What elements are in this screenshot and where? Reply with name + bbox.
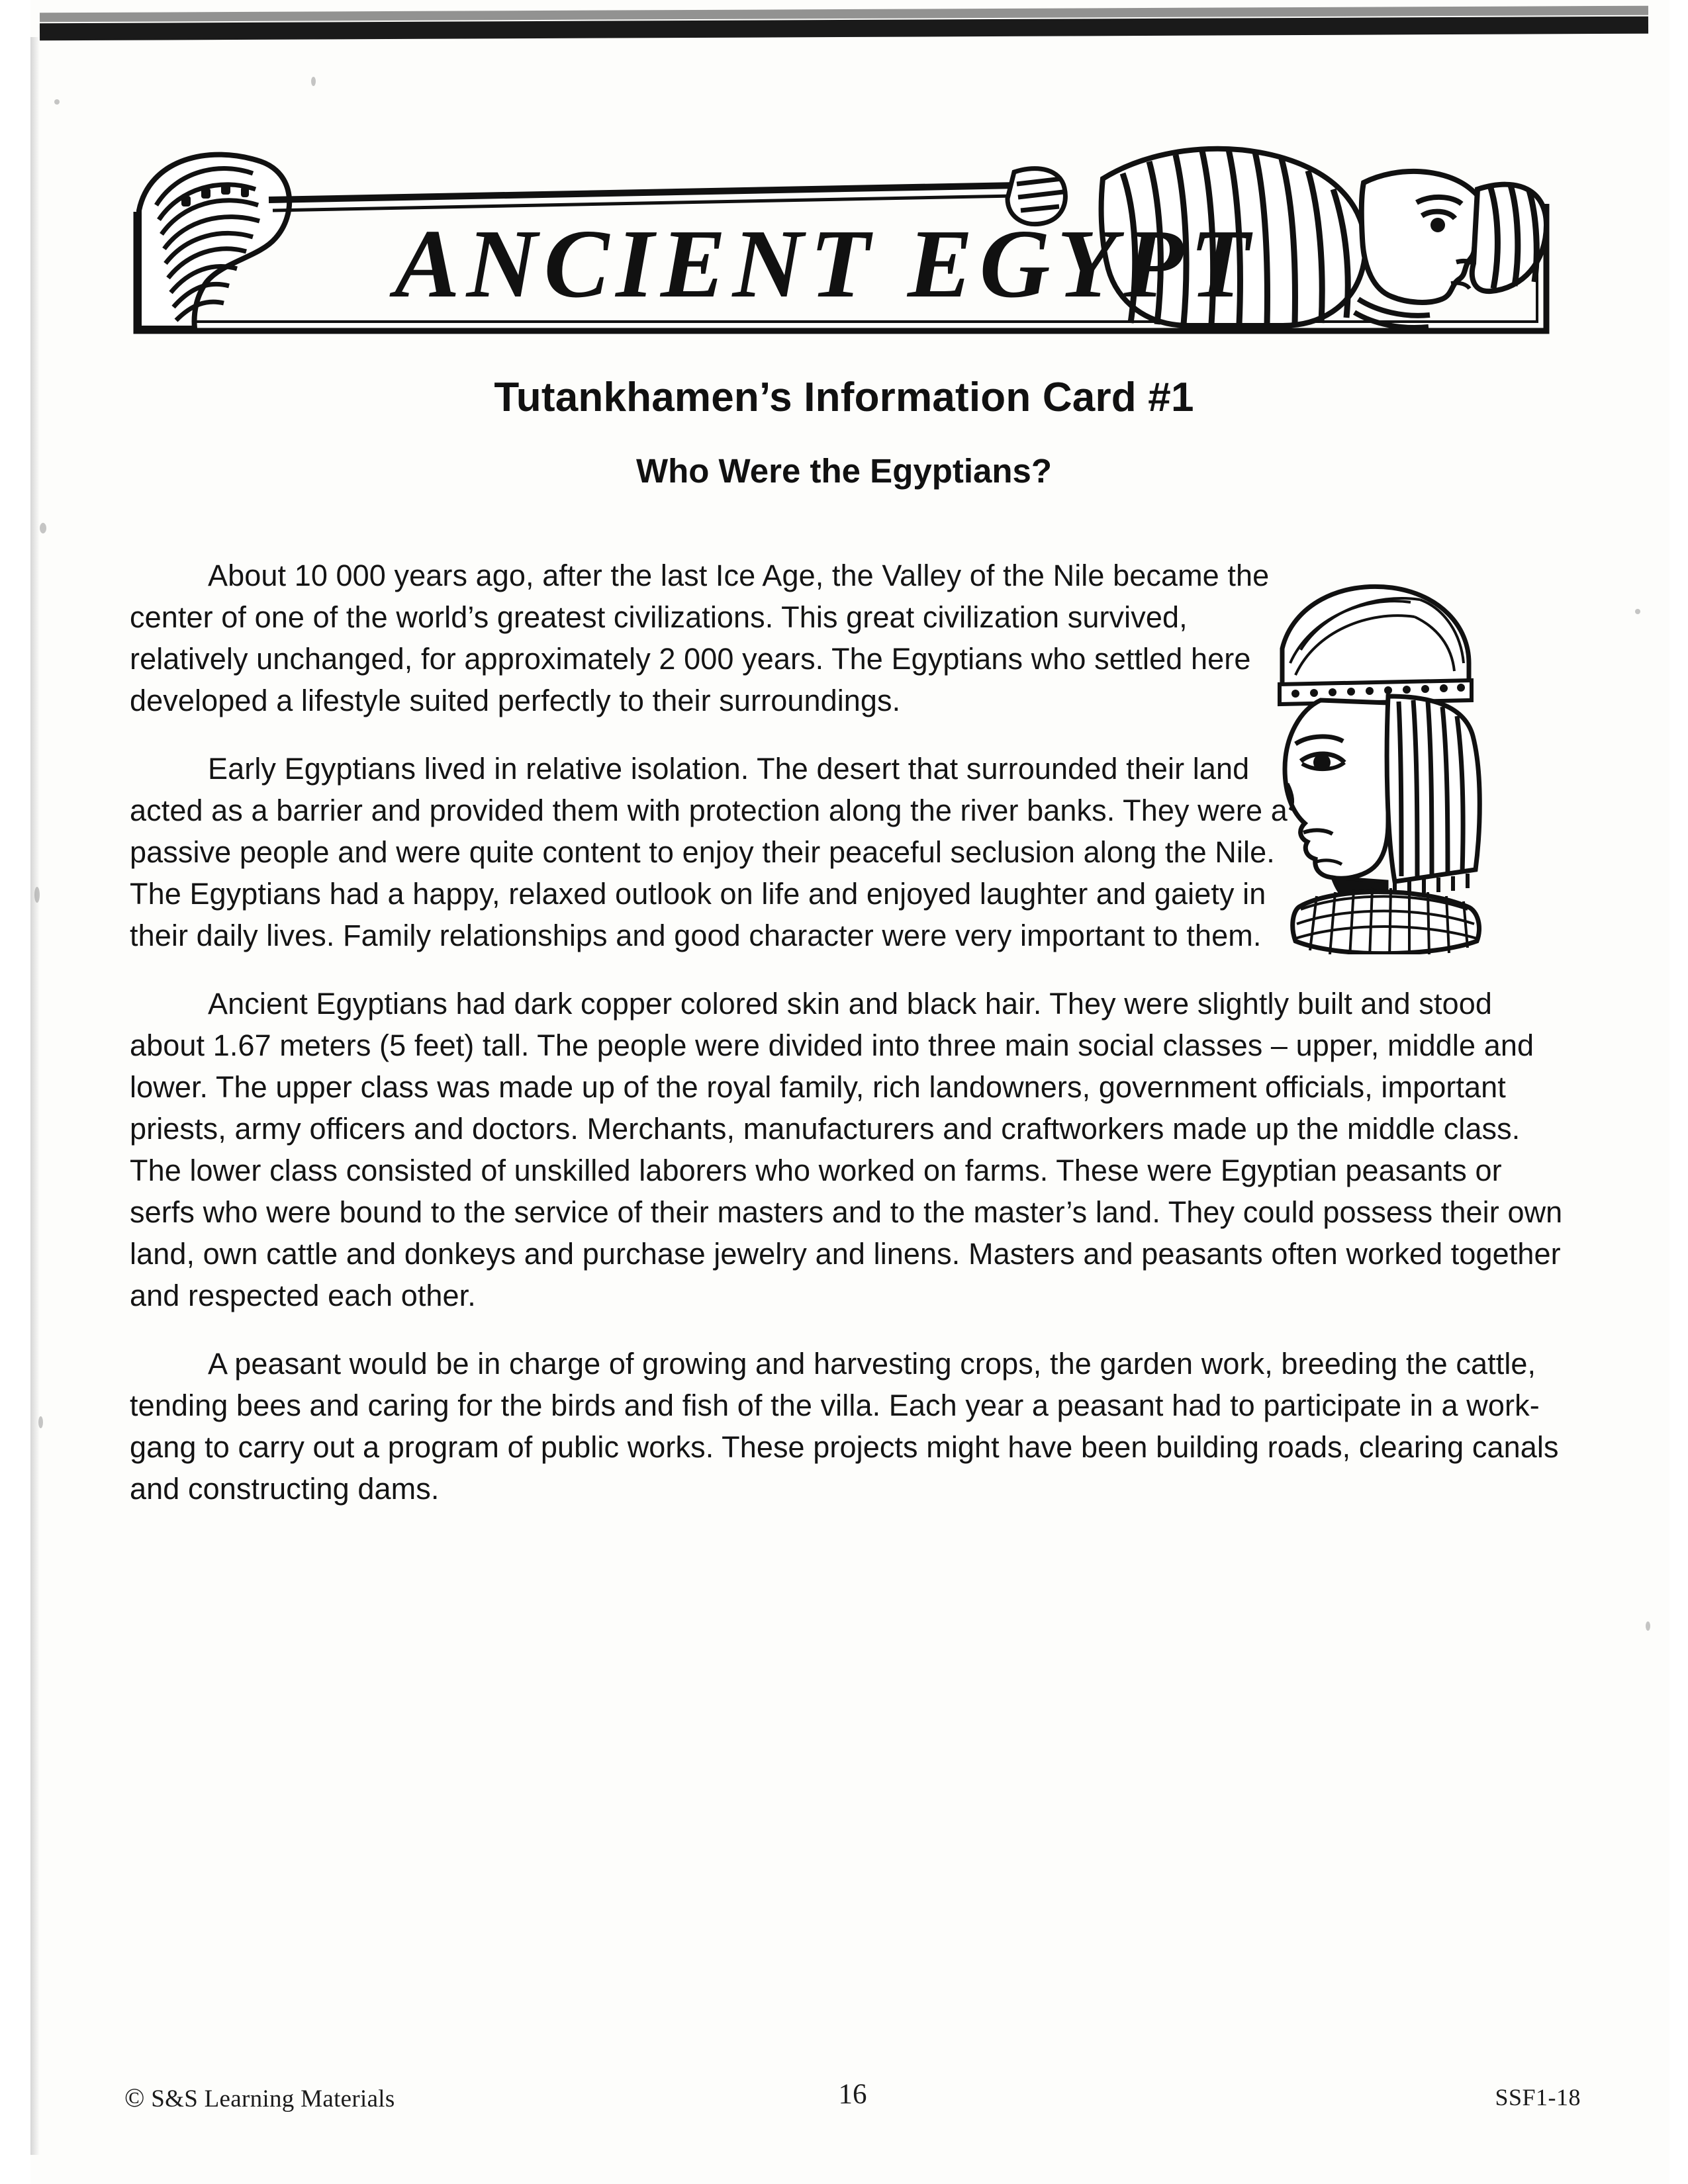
scan-spine-shadow [30,37,40,2155]
product-code: SSF1-18 [1495,2084,1581,2111]
copyright-icon: © [124,2083,145,2113]
scan-right-margin [1669,0,1688,2184]
scan-speck [1635,609,1640,614]
page-number: 16 [838,2079,867,2110]
banner-title-text: ANCIENT EGYPT [395,210,1256,318]
ancient-egypt-banner [130,132,1553,351]
publisher-name: S&S Learning Materials [151,2085,395,2113]
paragraph-4: A peasant would be in charge of growing and harvesting crops, the garden work, breeding the cattle, tending bees and caring for the birds and fish of the villa. Each year a peasant had to participate in a work-gang to carry out a program of public works. These projects might have been building roads, clearing canals and constructing dams. [130,1347,1559,1506]
page-title: Tutankhamen’s Information Card #1 [494,375,1194,420]
paragraph-1: About 10 000 years ago, after the last Ice Age, the Valley of the Nile became the center of one of the world’s greatest civilizations. This great civilization survived, relatively unchanged, for approximately 2 000 years. The Egyptians who settled here developed a lifestyle suited perfectly to their surroundings. [130,559,1270,717]
page-footer [124,2078,1581,2118]
scan-speck [1646,1621,1650,1631]
paragraph-3: Ancient Egyptians had dark copper colored skin and black hair. They were slightly built and stood about 1.67 meters (5 feet) tall. The people were divided into three main social classes – upper, middle and lower. The upper class was made up of the royal family, rich landowners, government officials, important priests, army officers and doctors. Merchants, manufacturers and craftworkers made up the middle class. The lower class consisted of unskilled laborers who worked on farms. These were Egyptian peasants or serfs who were bound to the service of their masters and to the master’s land. They could possess their own land, own cattle and donkeys and purchase jewelry and linens. Masters and peasants often worked together and respected each other. [130,987,1563,1312]
scan-speck [54,99,60,105]
page-subtitle: Who Were the Egyptians? [635,452,1053,490]
scan-speck [34,887,40,903]
scan-speck [40,523,46,533]
article-body [130,555,1566,1510]
paragraph-2: Early Egyptians lived in relative isolation. The desert that surrounded their land acted as a barrier and provided them with protection along the river banks. They were a passive people and were quite content to enjoy their peaceful seclusion along the Nile. The Egyptians had a happy, relaxed outlook on life and enjoyed laughter and gaiety in their daily lives. Family relationships and good character were very important to them. [130,752,1288,952]
scan-speck [38,1416,43,1428]
scan-speck [311,77,316,86]
scan-left-margin [0,0,30,2184]
